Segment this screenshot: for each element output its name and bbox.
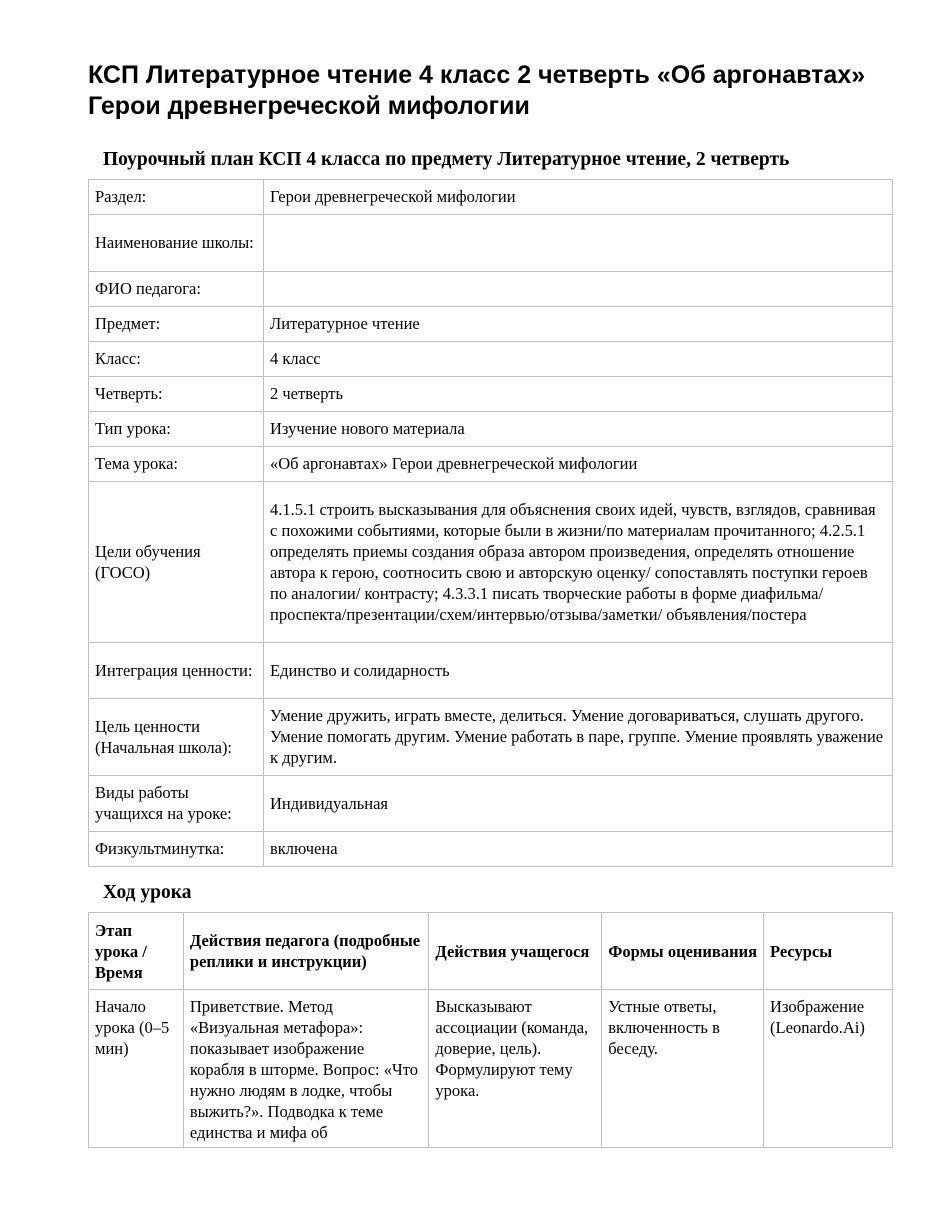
table-cell-assessment: Устные ответы, включенность в беседу. (602, 990, 764, 1148)
info-label: Виды работы учащихся на уроке: (89, 776, 264, 832)
table-cell-student-actions: Высказывают ассоциации (команда, доверие, цель). Формулируют тему урока. (429, 990, 602, 1148)
table-cell-teacher-actions: Приветствие. Метод «Визуальная метафора»: показывает изображение корабля в шторме. Вопрос: «Что нужно людям в лодке, чтобы выжить?». Подводка к теме единства и мифа об (183, 990, 429, 1148)
info-row-school (89, 215, 893, 272)
table-row (89, 990, 893, 1148)
info-row-grade (89, 342, 893, 377)
info-label: Тема урока: (89, 447, 264, 482)
info-value: Герои древнегреческой мифологии (264, 180, 893, 215)
info-row-value-integration (89, 643, 893, 699)
info-value: 4.1.5.1 строить высказывания для объяснения своих идей, чувств, взглядов, сравнивая с похожими событиями, которые были в жизни/по материалам прочитанного; 4.2.5.1 определять приемы создания образа автором произведения, определять отношение автора к герою, соотносить свою и авторскую оценку/ сопоставлять поступки героев по аналогии/ контрасту; 4.3.3.1 писать творческие работы в форме диафильма/ проспекта/презентации/схем/интервью/отзыва/заметки/ объявления/постера (264, 482, 893, 643)
info-value: Умение дружить, играть вместе, делиться. Умение договариваться, слушать другого. Умение помогать другим. Умение работать в паре, группе. Умение проявлять уважение к другим. (264, 699, 893, 776)
info-label: Цель ценности (Начальная школа): (89, 699, 264, 776)
column-header-teacher-actions: Действия педагога (подробные реплики и инструкции) (183, 913, 429, 990)
column-header-resources: Ресурсы (764, 913, 893, 990)
info-value: Изучение нового материала (264, 412, 893, 447)
info-row-lesson-type (89, 412, 893, 447)
info-row-section (89, 180, 893, 215)
column-header-assessment: Формы оценивания (602, 913, 764, 990)
info-label: Тип урока: (89, 412, 264, 447)
info-row-subject (89, 307, 893, 342)
info-row-quarter (89, 377, 893, 412)
info-value: Единство и солидарность (264, 643, 893, 699)
info-label: Физкультминутка: (89, 832, 264, 867)
info-row-value-goal (89, 699, 893, 776)
info-row-goals (89, 482, 893, 643)
table-cell-stage: Начало урока (0–5 мин) (89, 990, 184, 1148)
info-label: Наименование школы: (89, 215, 264, 272)
info-value: «Об аргонавтах» Герои древнегреческой мифологии (264, 447, 893, 482)
table-cell-resources: Изображение (Leonardo.Ai) (764, 990, 893, 1148)
info-label: ФИО педагога: (89, 272, 264, 307)
info-value: 2 четверть (264, 377, 893, 412)
info-value: Литературное чтение (264, 307, 893, 342)
column-header-student-actions: Действия учащегося (429, 913, 602, 990)
info-label: Раздел: (89, 180, 264, 215)
info-row-topic (89, 447, 893, 482)
info-value (264, 272, 893, 307)
lesson-info-table (88, 179, 893, 867)
info-value: включена (264, 832, 893, 867)
document-title: КСП Литературное чтение 4 класс 2 четверть «Об аргонавтах» Герои древнегреческой мифологии (88, 61, 866, 120)
info-value: 4 класс (264, 342, 893, 377)
info-label: Предмет: (89, 307, 264, 342)
table-header-row (89, 913, 893, 990)
info-label: Класс: (89, 342, 264, 377)
lesson-flow-table (88, 912, 893, 1148)
info-value: Индивидуальная (264, 776, 893, 832)
info-row-teacher (89, 272, 893, 307)
column-header-stage: Этап урока / Время (89, 913, 184, 990)
info-label: Четверть: (89, 377, 264, 412)
info-value (264, 215, 893, 272)
info-row-work-types (89, 776, 893, 832)
info-row-exercise-break (89, 832, 893, 867)
info-label: Интеграция ценности: (89, 643, 264, 699)
plan-heading: Поурочный план КСП 4 класса по предмету Литературное чтение, 2 четверть (103, 149, 790, 170)
info-label: Цели обучения (ГОСО) (89, 482, 264, 643)
lesson-heading: Ход урока (103, 882, 192, 903)
